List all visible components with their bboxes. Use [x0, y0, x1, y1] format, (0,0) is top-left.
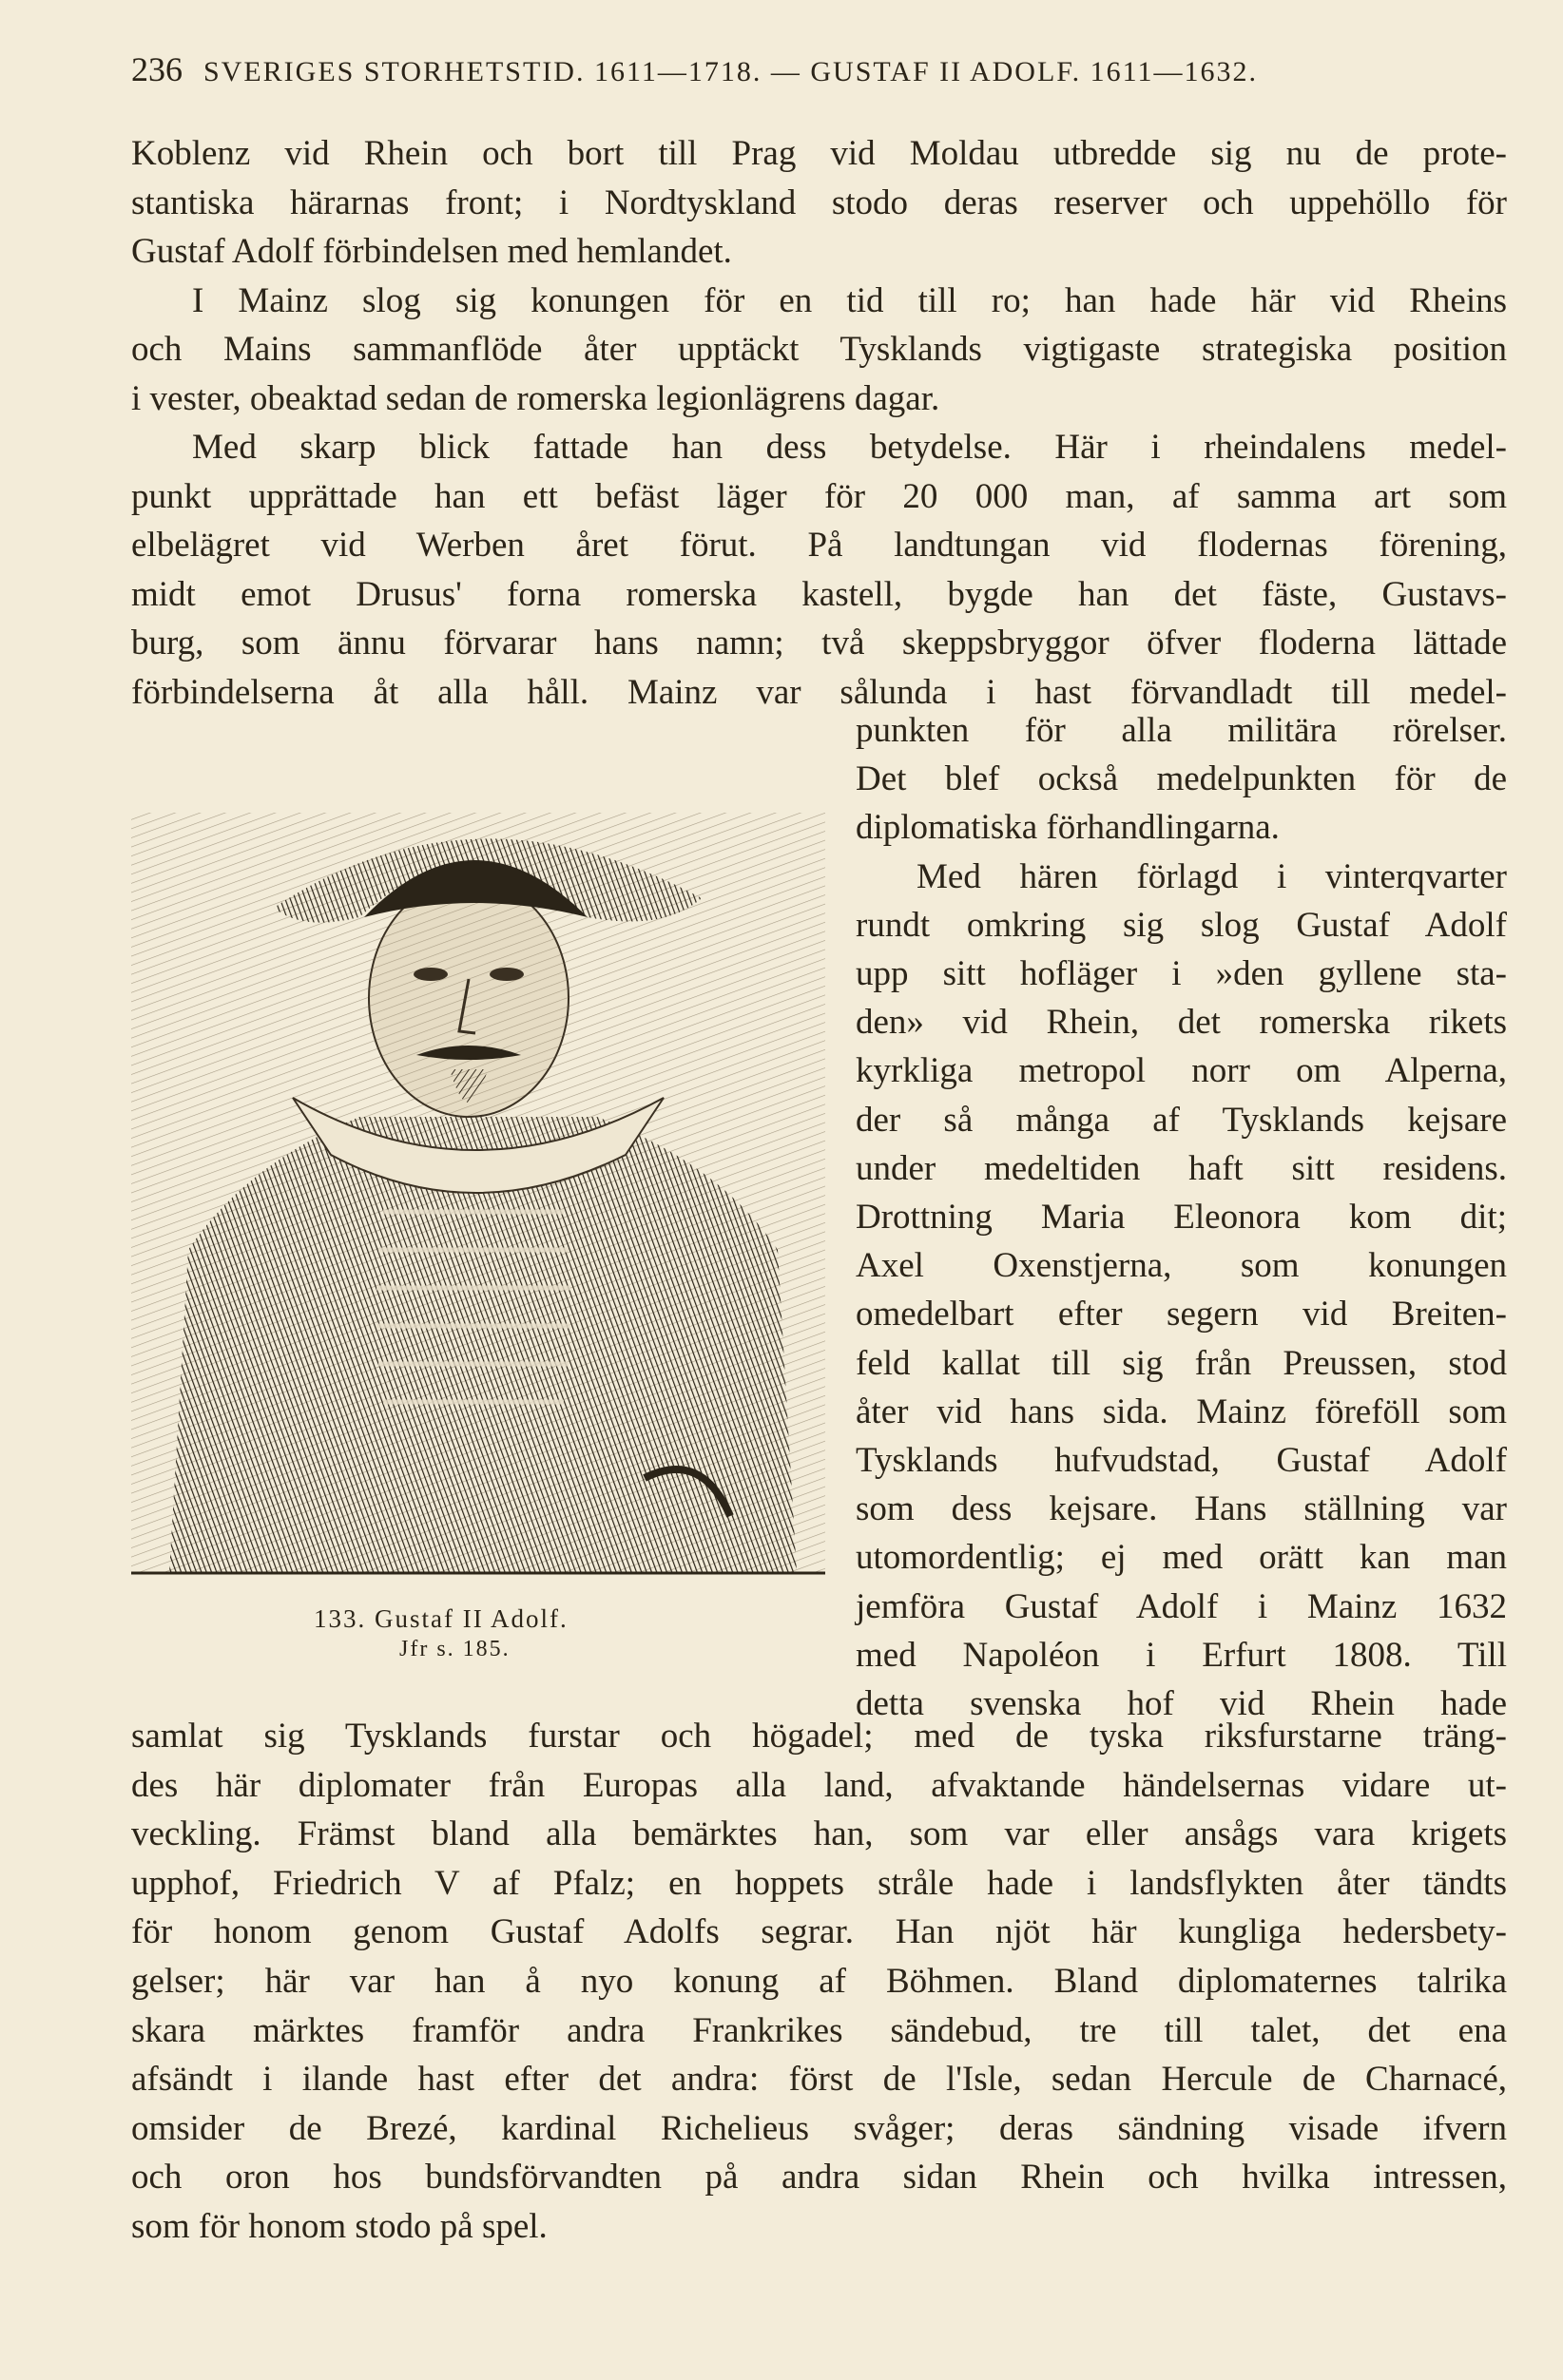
- text-line: skara märktes framför andra Frankrikes sändebud, tre till talet, det ena: [131, 2010, 1507, 2050]
- text-line: elbelägret vid Werben året förut. På landtungan vid flodernas förening,: [131, 526, 1507, 565]
- text-line: omsider de Brezé, kardinal Richelieus svåger; deras sändning visade ifvern: [131, 2108, 1507, 2148]
- text-line: för honom genom Gustaf Adolfs segrar. Han njöt här kungliga hedersbety-: [131, 1912, 1507, 1952]
- text-line: samlat sig Tysklands furstar och högadel; med de tyska riksfurstarne träng-: [131, 1717, 1507, 1756]
- text-line: I Mainz slog sig konungen för en tid till ro; han hade här vid Rheins: [192, 280, 1507, 320]
- running-title: SVERIGES STORHETSTID. 1611—1718. — GUSTAF II ADOLF. 1611—1632.: [203, 56, 1258, 87]
- text-line: stantiska härarnas front; i Nordtyskland stodo deras reserver och uppehöllo för: [131, 182, 1507, 222]
- text-line: som för honom stodo på spel.: [131, 2207, 548, 2246]
- text-line: midt emot Drusus' forna romerska kastell, bygde han det fäste, Gustavs-: [131, 574, 1507, 614]
- text-line: förbindelserna åt alla håll. Mainz var sålunda i hast förvandladt till medel-: [131, 672, 1507, 712]
- running-head: [131, 49, 1510, 97]
- figure-caption: 133. Gustaf II Adolf.: [314, 1604, 569, 1633]
- text-line: i vester, obeaktad sedan de romerska legionlägrens dagar.: [131, 378, 940, 418]
- text-line: upp sitt hofläger i »den gyllene sta-: [856, 954, 1507, 993]
- text-line: diplomatiska förhandlingarna.: [856, 808, 1280, 848]
- text-line: och oron hos bundsförvandten på andra sidan Rhein och hvilka intressen,: [131, 2158, 1507, 2198]
- text-line: detta svenska hof vid Rhein hade: [856, 1684, 1507, 1723]
- text-line: Koblenz vid Rhein och bort till Prag vid Moldau utbredde sig nu de prote-: [131, 134, 1507, 173]
- text-line: Med hären förlagd i vinterqvarter: [917, 856, 1507, 896]
- text-line: der så många af Tysklands kejsare: [856, 1100, 1507, 1140]
- text-line: burg, som ännu förvarar hans namn; två skeppsbryggor öfver floderna lättade: [131, 624, 1507, 662]
- text-line: omedelbart efter segern vid Breiten-: [856, 1295, 1507, 1334]
- text-line: Drottning Maria Eleonora kom dit;: [856, 1198, 1507, 1237]
- text-line: des här diplomater från Europas alla land, afvaktande händelsernas vidare ut-: [131, 1765, 1507, 1805]
- text-line: upphof, Friedrich V af Pfalz; en hoppets stråle hade i landsflykten åter tändts: [131, 1863, 1507, 1903]
- text-line: Axel Oxenstjerna, som konungen: [856, 1246, 1507, 1286]
- page-number: 236: [131, 50, 183, 88]
- text-line: Med skarp blick fattade han dess betydelse. Här i rheindalens medel-: [192, 428, 1507, 467]
- text-line: utomordentlig; ej med orätt kan man: [856, 1538, 1507, 1578]
- text-line: Det blef också medelpunkten för de: [856, 759, 1507, 799]
- text-line: afsändt i ilande hast efter det andra: först de l'Isle, sedan Hercule de Charnacé,: [131, 2060, 1507, 2100]
- text-line: som dess kejsare. Hans ställning var: [856, 1489, 1507, 1529]
- figure-reference: Jfr s. 185.: [399, 1637, 511, 1661]
- text-line: gelser; här var han å nyo konung af Böhmen. Bland diplomaternes talrika: [131, 1962, 1507, 2001]
- text-line: kyrkliga metropol norr om Alperna,: [856, 1051, 1507, 1091]
- text-line: åter vid hans sida. Mainz föreföll som: [856, 1392, 1507, 1431]
- text-line: jemföra Gustaf Adolf i Mainz 1632: [856, 1586, 1507, 1626]
- text-line: under medeltiden haft sitt residens.: [856, 1148, 1507, 1188]
- text-line: veckling. Främst bland alla bemärktes han, som var eller ansågs vara krigets: [131, 1814, 1507, 1854]
- text-line: Gustaf Adolf förbindelsen med hemlandet.: [131, 232, 732, 271]
- text-line: den» vid Rhein, det romerska rikets: [856, 1003, 1507, 1043]
- text-line: punkt upprättade han ett befäst läger för 20 000 man, af samma art som: [131, 476, 1507, 516]
- portrait-illustration: [131, 756, 825, 1592]
- text-line: rundt omkring sig slog Gustaf Adolf: [856, 905, 1507, 945]
- text-line: punkten för alla militära rörelser.: [856, 711, 1507, 750]
- text-line: med Napoléon i Erfurt 1808. Till: [856, 1635, 1507, 1675]
- text-line: Tysklands hufvudstad, Gustaf Adolf: [856, 1441, 1507, 1480]
- text-line: feld kallat till sig från Preussen, stod: [856, 1343, 1507, 1383]
- text-line: och Mains sammanflöde åter upptäckt Tysklands vigtigaste strategiska position: [131, 330, 1507, 369]
